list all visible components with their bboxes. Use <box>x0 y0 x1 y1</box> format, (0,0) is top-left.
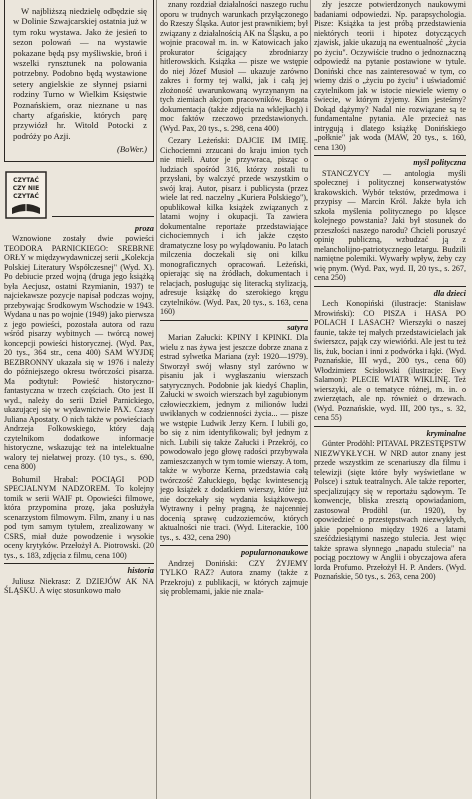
svg-text:CZYTAĆ: CZYTAĆ <box>13 192 39 200</box>
review-niekrasz: Juliusz Niekrasz: Z DZIEJÓW AK NA ŚLĄSKU. A więc stosunkowo mało <box>4 576 154 596</box>
section-header <box>4 170 154 220</box>
notice-text: W najbliższą niedzielę odbędzie się w Dolinie Szwajcarskiej ostatnia już w tym roku wystawa. Jako że jesień to sezon polowań — na wystawie pokazane będą psy myśliwskie, broń i wszelki rynsztunek na polowania potrzebny. Podobno będą wystawione setery angielskie ze słynnej psiarni rodziny Turno w Wielkim Księstwie Poznańskiem, oraz nieznane u nas charty afgańskie, których parę przywiózł hr. Witold Potocki z podróży po Azji. <box>13 6 147 141</box>
review-konopinski: Lech Konopiński (ilustracje: Stanisław Mrowiński): CO PISZA i HASA PO POLACH I LASACH? Wierszyki o naszej faunie, także tej małych przedstawicielach jak świerszcz, pająk czy wiewiórki. Ale jest tu też lis, żuk, bocian i inni z podwórka i łąki. (Wyd. Poznańskie, III wyd., 200 tys., cena 60) Włodzimierz Scisłowski (ilustracje: Ewy Salamon): PLECIE WIATR WIKLINĘ. Też wierszyki, ale o tematyce różnej, m. in. o zwierzętach, ale np. również o drzewach. (Wyd. Poznańskie, wyd. III, 200 tys., s. 32, cena 55) <box>314 299 466 422</box>
review-hrabal: Bohumil Hrabal: POCIĄGI POD SPECJALNYM NADZOREM. To kolejny tomik w serii WAIF pt. Opowieści filmowe, która przypomina prozę, jaka posłużyła scenarzystom filmowym. Film, znany i u nas pod tym samym tytułem, zrealizowany w CSRS, miał duże powodzenie i wysokie oceny krytyków. Przełożył A. Piotrowski. (20 tys., s. 183, zdjęcia z filmu, cena 100) <box>4 474 154 560</box>
section-label-satyra: satyra <box>160 320 308 333</box>
svg-text:CZYTAĆ: CZYTAĆ <box>13 176 39 184</box>
review-prodohl: Günter Prodöhl: PITAVAL PRZESTĘPSTW NIEZWYKŁYCH. W NRD autor znany jest przede wszystkim ze scenariuszy dla filmu i telewizji (sięte które były wyświetlane w Polsce) i sztuk teatralnych. Ale także reporter, specjalizujący się w reportażu sądowym. Te konwencje, bliska zresztą opowiadaniom, zastosował Prodöhl (ur. 1920), by opowiedzieć o przestępstwach niezwykłych, jakie popełniono między 1926 a latami sześćdziesiątymi naszego stulecia. Jest więc także sprawa słynnego „napadu stulecia" na pociąg pocztowy w Anglii i obyczajowa afera lorda Profumo. Przełożył H. P. Anders. (Wyd. Poznańskie, 50 tys., s. 263, cena 200) <box>314 439 466 581</box>
column-divider <box>310 0 311 799</box>
section-label-mysl-polityczna: myśl polityczna <box>314 155 466 168</box>
review-parnicki: Wznowione zostały dwie powieści TEODORA PARNICKIEGO: SREBRNE ORŁY w międzywydawniczej serii „Kolekcja Polskiej Literatury Współczesnej" (Wyd. X). Po debiucie przed wojną (druga jego książką była Aecjusz, ostatni Rzymianin, 1937) te najciekawsze pozycje napisał podczas wojny, przebywając Srodkowym Wschodzie w 1943. Wydana u nas po wojnie (1949) jako pierwsza z jego powieści, pozostała autora od razu wśród pisarzy wybitnych — twórcą nowej koncepcji powieści historycznej. (Wyd. Pax, 20 tys., 364 str., cena 400) SAM WYJDĘ BEZBRONNY ukazała się w 1976 i należy do późniejszego okresu twórczości pisarza. Ma podtytuł: Powieść historyczno-fantastyczna w trzech częściach. Oto jest II wyd., należy do serii Dzieł Parnickiego, ukazującej się w wydawnictwie PAX. Czasy Juliana Apostaty. O nich także w powieściach Andrzeja Folkowskiego, który dają czytelnikom dodatkowe informacje historyczne, wskazując też na intelektualne walory tej niełatwej prozy. (10 tys., s. 690, cena 800) <box>4 234 154 472</box>
review-niekrasz-cont: znany rozdział działalności naszego ruchu oporu w trudnych warunkach przyłączonego do Rzeszy Śląska. Autor jest prawnikiem; był związany z działalnością AK na Śląsku, a po wojnie pracował m. in. w Katowicach jako prokurator ścigający zbrodniarzy hitlerowskich. Książka — pisze we wstępie do niej Józef Musioł — ukazuje zarówno zakres i formy tej walki, jak i całą jej złożoność uwarunkowaną wyrzynanym na tych ziemiach akcjom pracowników. Bogata dokumentacja (także zdjęcia na wklejkach) i moc faktów rzeczowo przedstawionych. (Wyd. Pax, 20 tys., s. 298, cena 400) <box>160 0 308 133</box>
section-label-proza: proza <box>134 223 154 233</box>
review-zaluski: Marian Załucki: KPINY I KPINKI. Dla wielu z nas żywa jest jeszcze dobrze znana z estrad sylwetka Mariana (zył: 1920—1979). Stworzył swój własny styl zarówno w pisaniu jak i wygłaszaniu wierszach satyrycznych. Podobnie jak kiedyś Chaplin, Załucki w swoich wierszach był zagubionym człowieczkiem, jednym z milionów ludzi uwikłanych w codzienności życia... — pisze we wstępie Ludwik Jerzy Kern. I lubili go, bo się z nim identyfikowali; był jednym z nich. Lubili się także Załucki i Przekrój, co powodowało jego głowę radości przybywała zamieszczanych w tym tomie wierszy. A tom, także w wyborze Kerna, przedstawia całą twórczość Załuckiego, będąc kwintesencją jego książek z dodatkiem wierszy, które już nie doczekały się wydania książkowego. Wytrawny i pełny pragną, że najcenniej docenią sprawę cudzoziemców, których aktualności nie traci. (Wyd. Literackie, 100 tys., s. 432, cena 290) <box>160 333 308 542</box>
review-doninski-cont: zły jeszcze potwierdzonych naukowymi badaniami odpowiedzi. Np. parapsychologia. Pisze: Książka ta jest próbą przedstawienia niektórych teorii i hipotez dotyczących zjawisk, jakie ukazują na ewentualność „życia po życiu". Oczywiście trudno o jednoznaczną odpowiedź na pytanie postawione w tytule. Doniński chce nas zainteresować w tym, co wiemy dziś o „życiu po życiu" i uświadomić czytelnikom jak w istocie niewiele wiemy o świecie, w którym żyjemy. Kim jesteśmy? Dokąd dążymy? Nadal nie rozwiązane są te fundamentalne pytania. Ale przecież nas intrygują i dlatego książkę Donińskiego „połknie" jak woda (MAW, 20 tys., s. 160, cena 130) <box>314 0 466 152</box>
column-2 <box>160 0 308 600</box>
column-3 <box>314 0 466 585</box>
section-label-kryminalne: kryminalne <box>314 426 466 439</box>
header-rule <box>52 216 154 217</box>
notice-box <box>4 0 154 162</box>
column-divider <box>156 0 157 799</box>
section-label-popularnonaukowe: popularnonaukowe <box>160 545 308 558</box>
column-1 <box>4 0 154 599</box>
notice-signature: (BoWer.) <box>117 144 147 155</box>
review-doninski: Andrzej Doniński: CZY ŻYJEMY TYLKO RAZ? Autora znamy (także z Przekroju) z publikacji, w których zajmuje się problemami, jakie nie znala- <box>160 558 308 596</box>
section-label-historia: historia <box>4 563 154 576</box>
review-stanczycy: STANCZYCY — antologia myśli społecznej i politycznej konserwatystów krakowskich. Wybór tekstów, przedmowa i przypisy — Marcin Król. Jakże była ich szkoła myślenia politycznego po klęsce kolejnego powstania? Jaki był stosunek do przeszłości naszego narodu? Chcieli poruszyć opinię publiczną, wzbudzać ją z melancholijno-patriotycznego letargu. Budzili namiętne polemiki. Wywarły wpływ, żeby czy wię pnym. (Wyd. Pax, wyd. II, 20 tys., s. 267, cena 250) <box>314 168 466 282</box>
czytac-logo-icon <box>4 170 48 220</box>
review-lezenski: Cezary Leżeński: DAJCIE IM IMIĘ. Cichociemni zrzucani do kraju imion tych nie mieli. Autor je przywraca, pisząc o ludziach spośród 316, którzy zostali tu przysłani, by walczyć przede wszystkim o swój kraj. Autor, pisarz i publicysta (przez wiele lat red. naczelny „Kuriera Polskiego"), opublikował kilka książek związanych z latami wojny i okupacji. Ta zawiera dokumentalne reportaże przedstawiające cichociemnych i ich jakże często dramatyczne losy po wylądowaniu. Po latach milczenia doczekali się oni kilku monograficznych opracowań. Leżeński, opierając się na źródłach, dokumentach i relacjach, posługując się literacką stylizacją, adresuje książkę do szerokiego kręgu czytelników. (Wyd. Pax, 20 tys., s. 163, cena 160) <box>160 136 308 316</box>
svg-text:CZY NIE: CZY NIE <box>12 184 40 192</box>
section-label-dla-dzieci: dla dzieci <box>314 286 466 299</box>
